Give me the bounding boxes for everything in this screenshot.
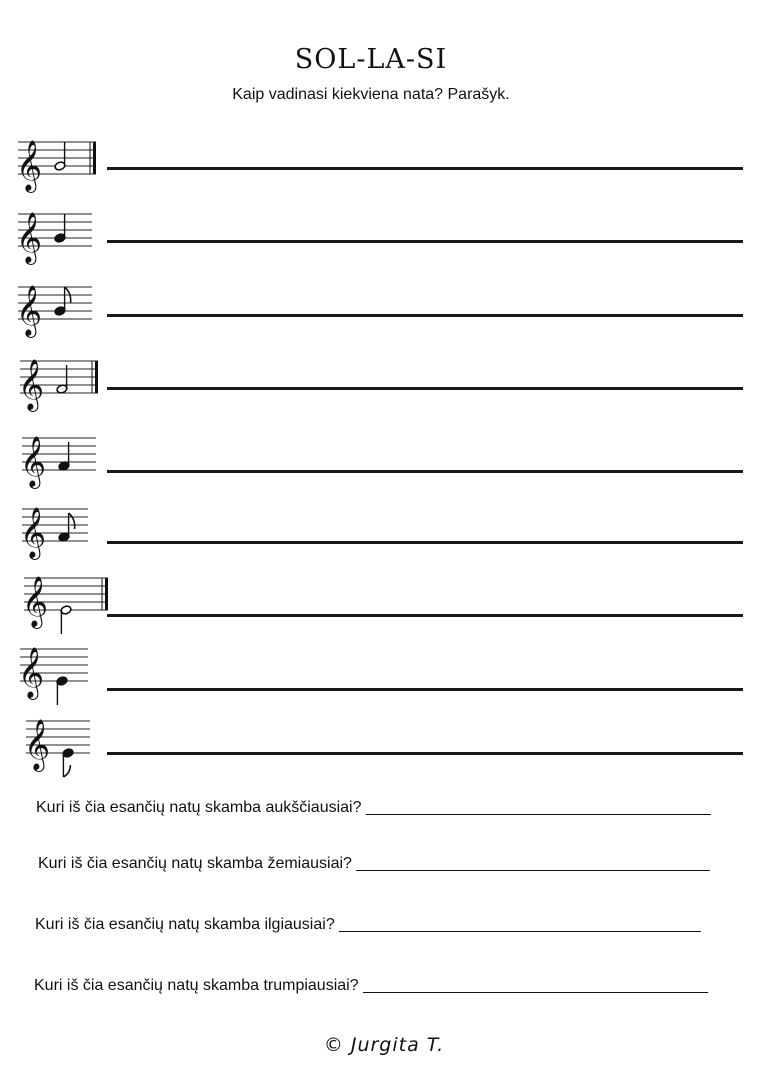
page-title: SOL-LA-SI <box>294 44 448 75</box>
treble-clef-icon: 𝄞 <box>20 436 47 487</box>
music-staff <box>22 570 114 627</box>
answer-blank[interactable]: __________________________________________ <box>356 855 710 872</box>
treble-clef-icon: 𝄞 <box>20 507 47 558</box>
answer-line[interactable] <box>107 470 743 473</box>
note-si-quarter <box>56 676 68 705</box>
answer-line[interactable] <box>107 752 743 755</box>
treble-clef-icon: 𝄞 <box>16 285 43 336</box>
note-si-eighth <box>62 748 74 777</box>
music-staff <box>20 430 102 487</box>
treble-clef-icon: 𝄞 <box>18 647 45 698</box>
note-sol-eighth <box>54 287 71 316</box>
music-staff <box>16 279 98 336</box>
question-text: Kuri iš čia esančių natų skamba žemiausiai? <box>38 855 352 872</box>
question-text: Kuri iš čia esančių natų skamba trumpiausiai? <box>34 977 359 994</box>
music-staff <box>16 134 102 191</box>
treble-clef-icon: 𝄞 <box>18 359 45 410</box>
question-longest <box>35 916 700 934</box>
answer-line[interactable] <box>107 167 743 170</box>
answer-line[interactable] <box>107 387 743 390</box>
question-text: Kuri iš čia esančių natų skamba aukščiausiai? <box>36 799 362 816</box>
answer-line[interactable] <box>107 688 743 691</box>
treble-clef-icon: 𝄞 <box>24 719 51 770</box>
music-staff <box>16 206 98 263</box>
music-staff <box>18 353 104 410</box>
answer-line[interactable] <box>107 614 743 617</box>
answer-line[interactable] <box>107 314 743 317</box>
treble-clef-icon: 𝄞 <box>16 212 43 263</box>
answer-line[interactable] <box>107 240 743 243</box>
question-shortest <box>34 977 707 995</box>
note-sol-quarter <box>54 214 66 243</box>
treble-clef-icon: 𝄞 <box>22 576 49 627</box>
music-staff <box>24 713 96 770</box>
instruction: Kaip vadinasi kiekviena nata? Parašyk. <box>232 86 510 103</box>
question-highest <box>36 799 710 817</box>
note-si-half <box>60 605 72 634</box>
treble-clef-icon: 𝄞 <box>16 140 43 191</box>
question-lowest <box>38 855 709 873</box>
music-staff <box>20 501 94 558</box>
answer-blank[interactable]: _________________________________________ <box>363 977 708 994</box>
music-staff <box>18 641 94 698</box>
answer-blank[interactable]: _________________________________________ <box>365 799 711 816</box>
answer-blank[interactable]: ___________________________________________ <box>339 916 701 933</box>
copyright-footer: © Jurgita T. <box>323 1034 445 1056</box>
question-text: Kuri iš čia esančių natų skamba ilgiausiai? <box>35 916 335 933</box>
note-sol-half <box>54 142 66 171</box>
answer-line[interactable] <box>107 541 743 544</box>
